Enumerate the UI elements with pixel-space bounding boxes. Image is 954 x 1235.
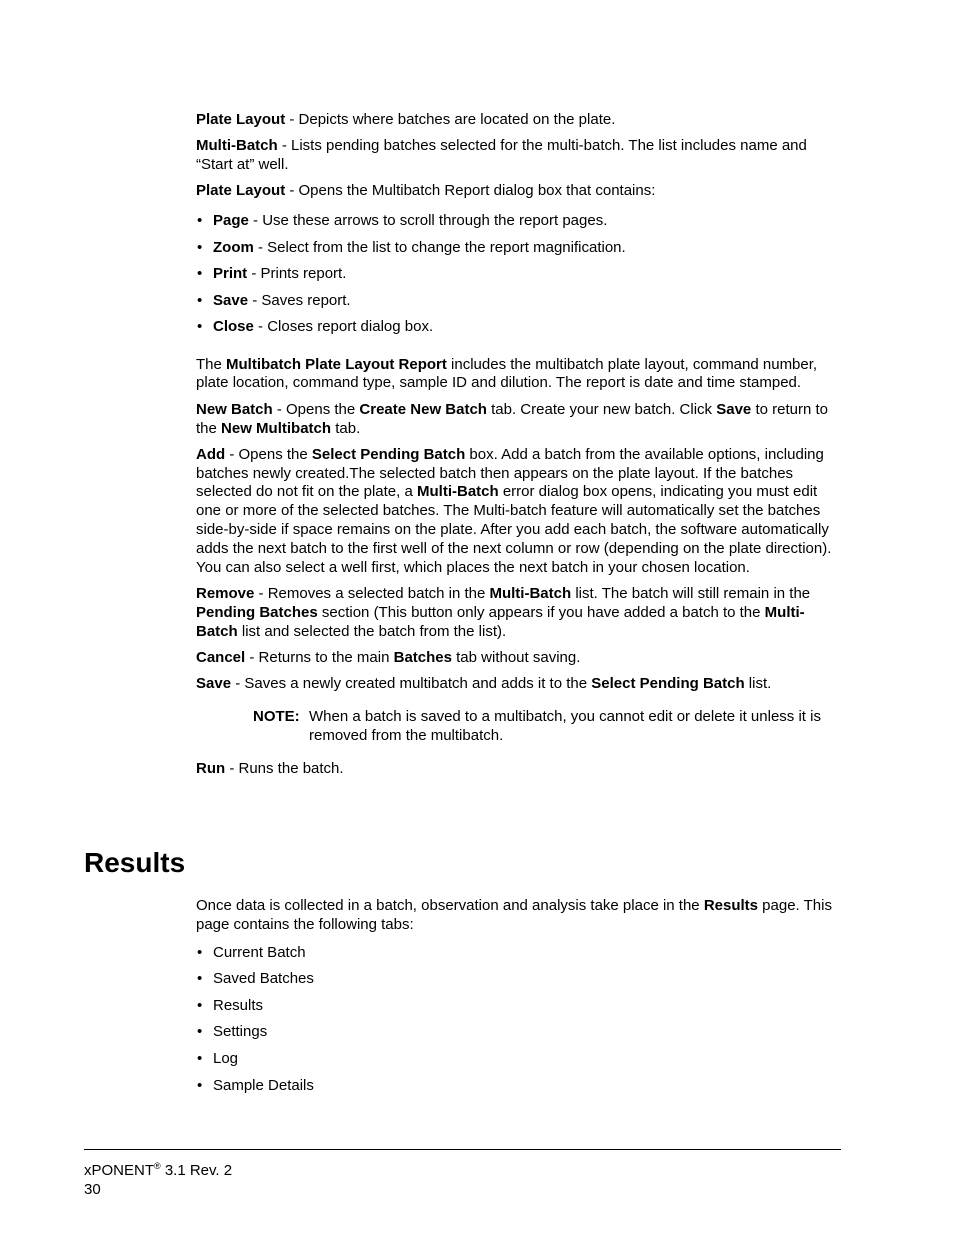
term: Save bbox=[716, 400, 752, 418]
term: Cancel bbox=[196, 648, 246, 666]
paragraph-add bbox=[196, 446, 846, 578]
version: 3.1 Rev. 2 bbox=[160, 1162, 233, 1179]
list-item: • Settings bbox=[196, 1023, 846, 1050]
term: New Multibatch bbox=[221, 419, 332, 437]
term: New Batch bbox=[196, 400, 273, 418]
description: - Closes report dialog box. bbox=[253, 318, 434, 336]
term: Zoom bbox=[213, 238, 254, 256]
paragraph-cancel bbox=[196, 649, 846, 668]
term: Multi-Batch bbox=[489, 584, 572, 602]
term: Results bbox=[703, 897, 758, 914]
term: Save bbox=[213, 291, 249, 309]
text: list and selected the batch from the list). bbox=[237, 622, 507, 640]
text: tab. bbox=[331, 419, 361, 437]
term: Multi-Batch bbox=[196, 137, 278, 155]
list-item: • Sample Details bbox=[196, 1077, 846, 1104]
paragraph-new-batch bbox=[196, 401, 846, 439]
note-box bbox=[253, 708, 846, 746]
list-item: • Current Batch bbox=[196, 944, 846, 971]
main-content bbox=[196, 111, 846, 786]
term: Multi-Batch bbox=[196, 603, 805, 640]
description: - Saves report. bbox=[248, 291, 351, 309]
text: - Runs the batch. bbox=[225, 759, 344, 777]
text: tab without saving. bbox=[451, 648, 581, 666]
description: - Opens the Multibatch Report dialog box that contains: bbox=[285, 182, 656, 200]
paragraph-report-description bbox=[196, 356, 846, 394]
text: list. The batch will still remain in the bbox=[571, 584, 811, 602]
description: - Depicts where batches are located on the plate. bbox=[285, 111, 616, 128]
term: Multi-Batch bbox=[417, 483, 499, 501]
list-item bbox=[196, 318, 846, 345]
product-name: xPONENT bbox=[84, 1162, 155, 1179]
text: - Saves a newly created multibatch and adds it to the bbox=[231, 675, 592, 693]
term: Pending Batches bbox=[196, 603, 318, 621]
term: Create New Batch bbox=[359, 400, 487, 418]
list-item: • Log bbox=[196, 1050, 846, 1077]
text: tab. Create your new batch. Click bbox=[486, 400, 717, 418]
term: Batches bbox=[393, 648, 452, 666]
text: section (This button only appears if you have added a batch to the bbox=[317, 603, 765, 621]
description: - Use these arrows to scroll through the report pages. bbox=[248, 212, 608, 230]
term: Save bbox=[196, 675, 232, 693]
text: The bbox=[196, 355, 227, 373]
term: Run bbox=[196, 759, 226, 777]
term: Multibatch Plate Layout Report bbox=[226, 355, 447, 373]
page-number: 30 bbox=[84, 1181, 101, 1198]
text: - Opens the bbox=[272, 400, 360, 418]
paragraph-plate-layout-report bbox=[196, 182, 846, 201]
registered-mark: ® bbox=[154, 1161, 161, 1171]
description: - Select from the list to change the report magnification. bbox=[253, 238, 626, 256]
page-footer bbox=[84, 1161, 232, 1199]
text: to return to the bbox=[196, 400, 828, 437]
results-section bbox=[196, 897, 846, 1103]
description: - Prints report. bbox=[247, 265, 347, 283]
paragraph-results-intro bbox=[196, 897, 846, 935]
term: Close bbox=[213, 318, 254, 336]
term: Add bbox=[196, 445, 226, 463]
term: Select Pending Batch bbox=[591, 675, 745, 693]
note-text: When a batch is saved to a multibatch, you cannot edit or delete it unless it is removed from the multibatch. bbox=[309, 707, 821, 744]
term: Remove bbox=[196, 584, 255, 602]
text: list. bbox=[744, 675, 772, 693]
text: error dialog box opens, indicating you must edit one or more of the selected batches. The Multi-batch feature will automatically set the batches side-by-side if space remains on the plate. After you add each batch, the software automatically adds the next batch to the first well of the next column or row (depending on the plate direction). You can also select a well first, which places the next batch in your chosen location. bbox=[196, 483, 832, 576]
text: - Opens the bbox=[225, 445, 312, 463]
list-item: • Results bbox=[196, 997, 846, 1024]
text: - Removes a selected batch in the bbox=[254, 584, 490, 602]
list-item bbox=[196, 239, 846, 266]
list-item: • Saved Batches bbox=[196, 970, 846, 997]
list-item bbox=[196, 265, 846, 292]
paragraph-save bbox=[196, 675, 846, 694]
section-heading: Results bbox=[84, 847, 186, 878]
term: Page bbox=[213, 212, 249, 230]
term: Select Pending Batch bbox=[311, 445, 466, 463]
footer-product bbox=[84, 1161, 232, 1180]
description: - Lists pending batches selected for the multi-batch. The list includes name and “Start at” well. bbox=[196, 137, 807, 174]
paragraph-remove bbox=[196, 585, 846, 641]
text: page. This page contains the following tabs: bbox=[196, 897, 832, 933]
list-item bbox=[196, 292, 846, 319]
term: Print bbox=[213, 265, 248, 283]
text: Once data is collected in a batch, observation and analysis take place in the bbox=[196, 897, 704, 914]
paragraph-plate-layout bbox=[196, 111, 846, 130]
text: - Returns to the main bbox=[245, 648, 394, 666]
footer-divider bbox=[84, 1149, 841, 1150]
term: Plate Layout bbox=[196, 182, 286, 200]
paragraph-run bbox=[196, 760, 846, 779]
results-tabs-list bbox=[196, 944, 846, 1104]
text: includes the multibatch plate layout, command number, plate location, command type, sample ID and dilution. The report is date and time stamped. bbox=[196, 355, 818, 392]
text: box. Add a batch from the available options, including batches newly created.The selected batch then appears on the plate layout. If the batches selected do not fit on the plate, a bbox=[196, 445, 824, 501]
term: Plate Layout bbox=[196, 111, 286, 128]
note-label: NOTE: bbox=[253, 707, 300, 725]
list-item bbox=[196, 212, 846, 239]
paragraph-multi-batch bbox=[196, 137, 846, 175]
report-dialog-list bbox=[196, 212, 846, 345]
